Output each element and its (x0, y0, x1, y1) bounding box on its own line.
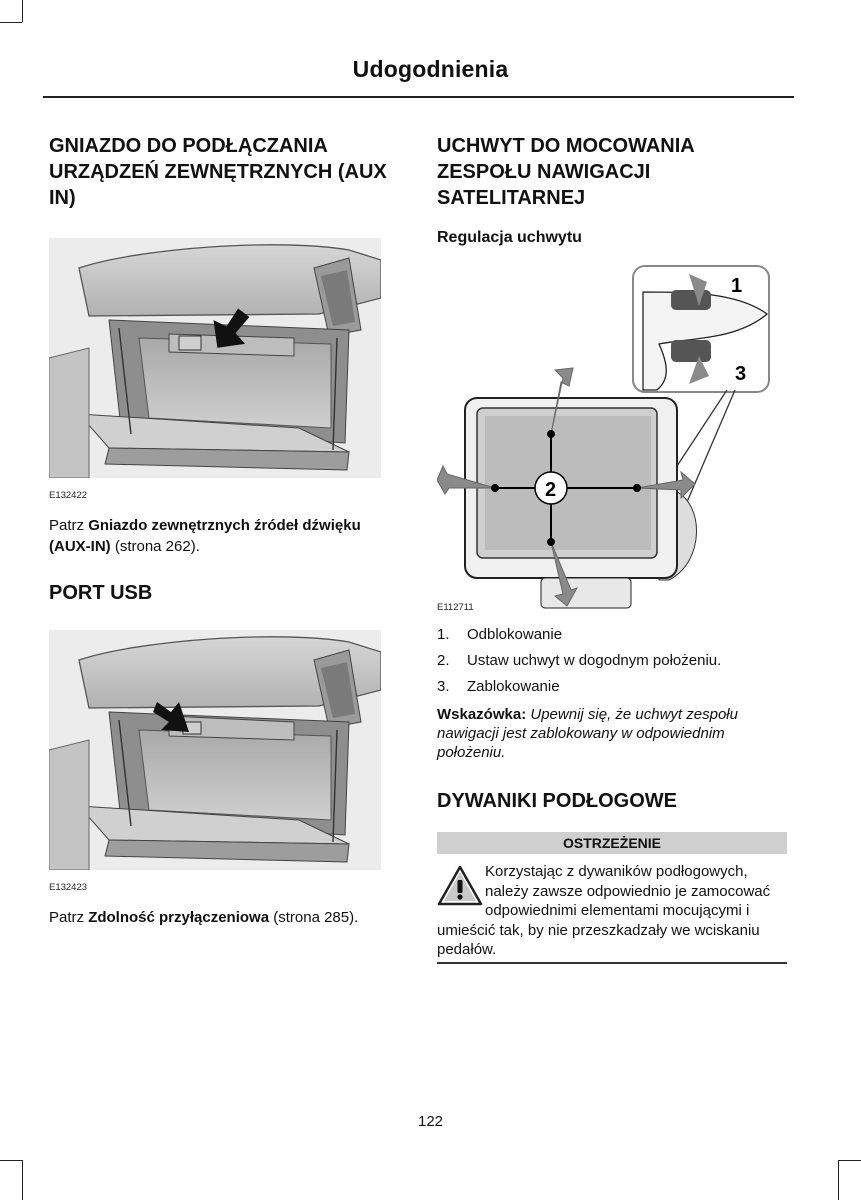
warning-box (437, 862, 789, 960)
list-item: 2. Ustaw uchwyt w dogodnym położeniu. (437, 652, 722, 669)
warning-text: Korzystając z dywaników podłogowych, należy zawsze odpowiednio je zamocować odpowiednimi elementami mocującymi i umieścić tak, by nie przeszkadzały we wciskaniu pedałów. (437, 863, 771, 958)
callout-3-label: 3 (735, 363, 747, 385)
crop-mark (22, 1160, 23, 1200)
crop-mark (0, 22, 22, 23)
list-item: 1. Odblokowanie (437, 626, 563, 643)
note-label: Wskazówka: (437, 706, 527, 723)
page-number: 122 (417, 1113, 444, 1130)
usb-reference-text: Patrz Zdolność przyłączeniowa (strona 285). (49, 909, 359, 926)
crop-mark (838, 1160, 839, 1200)
adjust-subtitle: Regulacja uchwytu (437, 229, 582, 246)
aux-figure-code: E132422 (49, 490, 88, 501)
crop-mark (0, 1160, 22, 1161)
aux-socket-figure (49, 238, 381, 478)
note-text: Wskazówka: Upewnij się, że uchwyt zespołu nawigacji jest zablokowany w odpowiednim położeniu. (437, 706, 738, 761)
nav-figure-code: E112711 (437, 602, 474, 613)
nav-mount-figure (437, 262, 787, 614)
warning-header: OSTRZEŻENIE (437, 832, 787, 854)
callout-2-label: 2 (545, 479, 557, 501)
usb-reference-link[interactable]: Zdolność przyłączeniowa (88, 909, 270, 926)
steps-list (437, 622, 721, 700)
warning-bottom-rule (437, 962, 787, 964)
usb-port-figure (49, 630, 381, 870)
crop-mark (839, 1160, 861, 1161)
page-title: Udogodnienia (352, 56, 509, 82)
nav-section-title: UCHWYT DO MOCOWANIA ZESPOŁU NAWIGACJI SATELITARNEJ (437, 135, 695, 209)
warning-triangle-icon (437, 864, 483, 908)
title-rule (43, 96, 794, 98)
mats-section-title: DYWANIKI PODŁOGOWE (437, 790, 677, 812)
aux-section-title: GNIAZDO DO PODŁĄCZANIA URZĄDZEŃ ZEWNĘTRZNYCH (AUX IN) (49, 135, 387, 209)
usb-figure-code: E132423 (49, 882, 88, 893)
callout-1-label: 1 (731, 275, 743, 297)
aux-reference-link[interactable]: Gniazdo zewnętrznych źródeł dźwięku (AUX-IN) (49, 517, 361, 555)
usb-section-title: PORT USB (49, 582, 153, 604)
crop-mark (22, 0, 23, 22)
aux-reference-text: Patrz Gniazdo zewnętrznych źródeł dźwięku (AUX-IN) (strona 262). (49, 517, 361, 555)
list-item: 3. Zablokowanie (437, 678, 560, 695)
